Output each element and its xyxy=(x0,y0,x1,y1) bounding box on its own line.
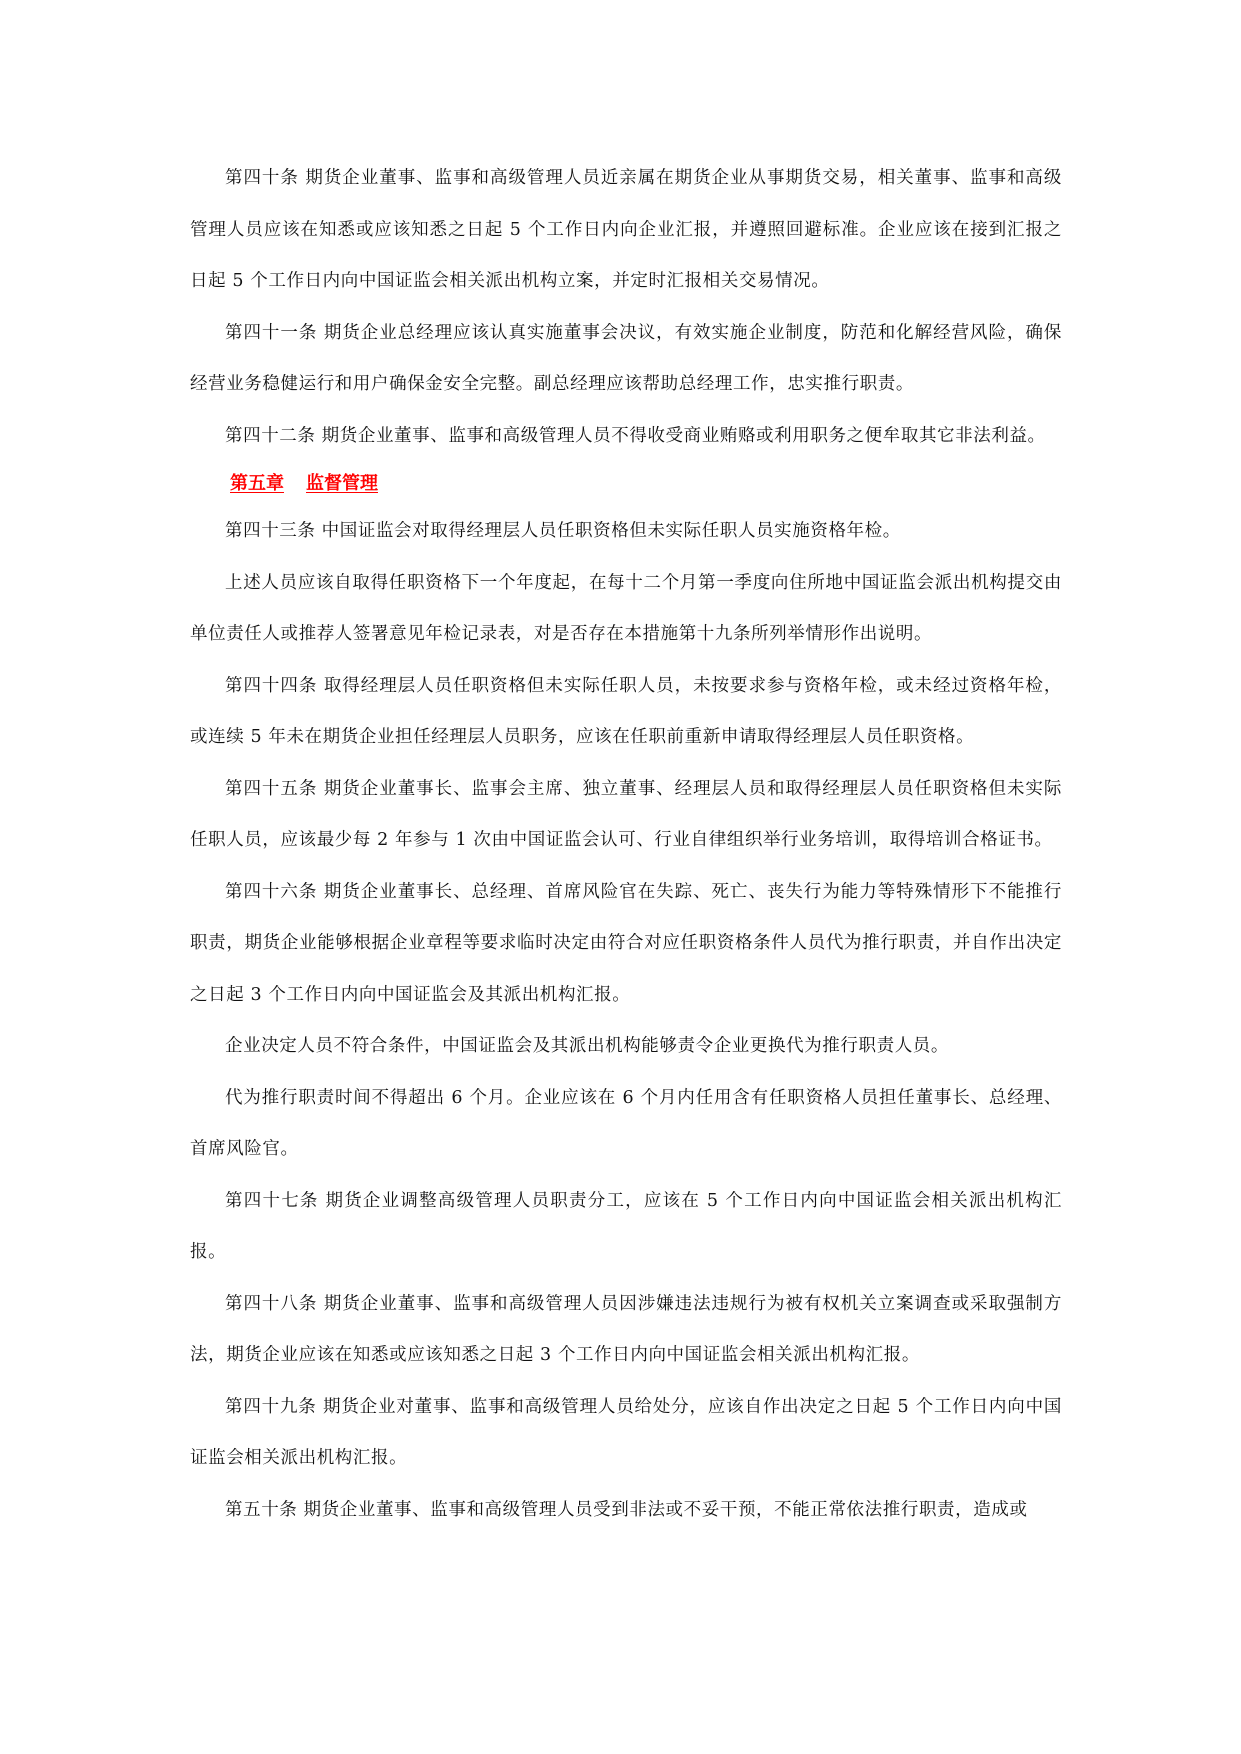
article-46-clause-1: 企业决定人员不符合条件，中国证监会及其派出机构能够责令企业更换代为推行职责人员。 xyxy=(225,1036,949,1056)
article-48: 第四十八条 期货企业董事、监事和高级管理人员因涉嫌违法违规行为被有权机关立案调查或采取强制方法，期货企业应该在知悉或应该知悉之日起 3 个工作日内向中国证监会相关派出机构汇报。 xyxy=(190,1293,1062,1365)
article-44: 第四十四条 取得经理层人员任职资格但未实际任职人员，未按要求参与资格年检，或未经过资格年检，或连续 5 年未在期货企业担任经理层人员职务，应该在任职前重新申请取得经理层人员任职资格。 xyxy=(190,675,1062,747)
article-45: 第四十五条 期货企业董事长、监事会主席、独立董事、经理层人员和取得经理层人员任职资格但未实际任职人员，应该最少每 2 年参与 1 次由中国证监会认可、行业自律组织举行业务培训，取得培训合格证书。 xyxy=(190,778,1062,850)
document-body xyxy=(190,153,1062,1536)
chapter-heading xyxy=(190,462,1062,506)
article-46: 第四十六条 期货企业董事长、总经理、首席风险官在失踪、死亡、丧失行为能力等特殊情形下不能推行职责，期货企业能够根据企业章程等要求临时决定由符合对应任职资格条件人员代为推行职责，并自作出决定之日起 3 个工作日内向中国证监会及其派出机构汇报。 xyxy=(190,881,1062,1005)
article-42: 第四十二条 期货企业董事、监事和高级管理人员不得收受商业贿赂或利用职务之便牟取其它非法利益。 xyxy=(225,425,1046,446)
article-49: 第四十九条 期货企业对董事、监事和高级管理人员给处分，应该自作出决定之日起 5 个工作日内向中国证监会相关派出机构汇报。 xyxy=(190,1396,1062,1468)
chapter-number: 第五章 xyxy=(230,473,284,494)
article-41: 第四十一条 期货企业总经理应该认真实施董事会决议，有效实施企业制度，防范和化解经营风险，确保经营业务稳健运行和用户确保金安全完整。副总经理应该帮助总经理工作，忠实推行职责。 xyxy=(190,322,1062,394)
article-43-clause: 上述人员应该自取得任职资格下一个年度起，在每十二个月第一季度向住所地中国证监会派出机构提交由单位责任人或推荐人签署意见年检记录表，对是否存在本措施第十九条所列举情形作出说明。 xyxy=(190,572,1062,644)
article-43: 第四十三条 中国证监会对取得经理层人员任职资格但未实际任职人员实施资格年检。 xyxy=(225,521,901,541)
article-40: 第四十条 期货企业董事、监事和高级管理人员近亲属在期货企业从事期货交易，相关董事、监事和高级管理人员应该在知悉或应该知悉之日起 5 个工作日内向企业汇报，并遵照回避标准。企业应该在接到汇报之日起 5 个工作日内向中国证监会相关派出机构立案，并定时汇报相关交易情况。 xyxy=(190,168,1062,291)
article-46-clause-2: 代为推行职责时间不得超出 6 个月。企业应该在 6 个月内任用含有任职资格人员担任董事长、总经理、首席风险官。 xyxy=(190,1087,1062,1159)
article-47: 第四十七条 期货企业调整高级管理人员职责分工，应该在 5 个工作日内向中国证监会相关派出机构汇报。 xyxy=(190,1190,1062,1262)
article-50: 第五十条 期货企业董事、监事和高级管理人员受到非法或不妥干预，不能正常依法推行职责，造成或 xyxy=(225,1499,1028,1520)
chapter-title: 监督管理 xyxy=(306,473,378,494)
